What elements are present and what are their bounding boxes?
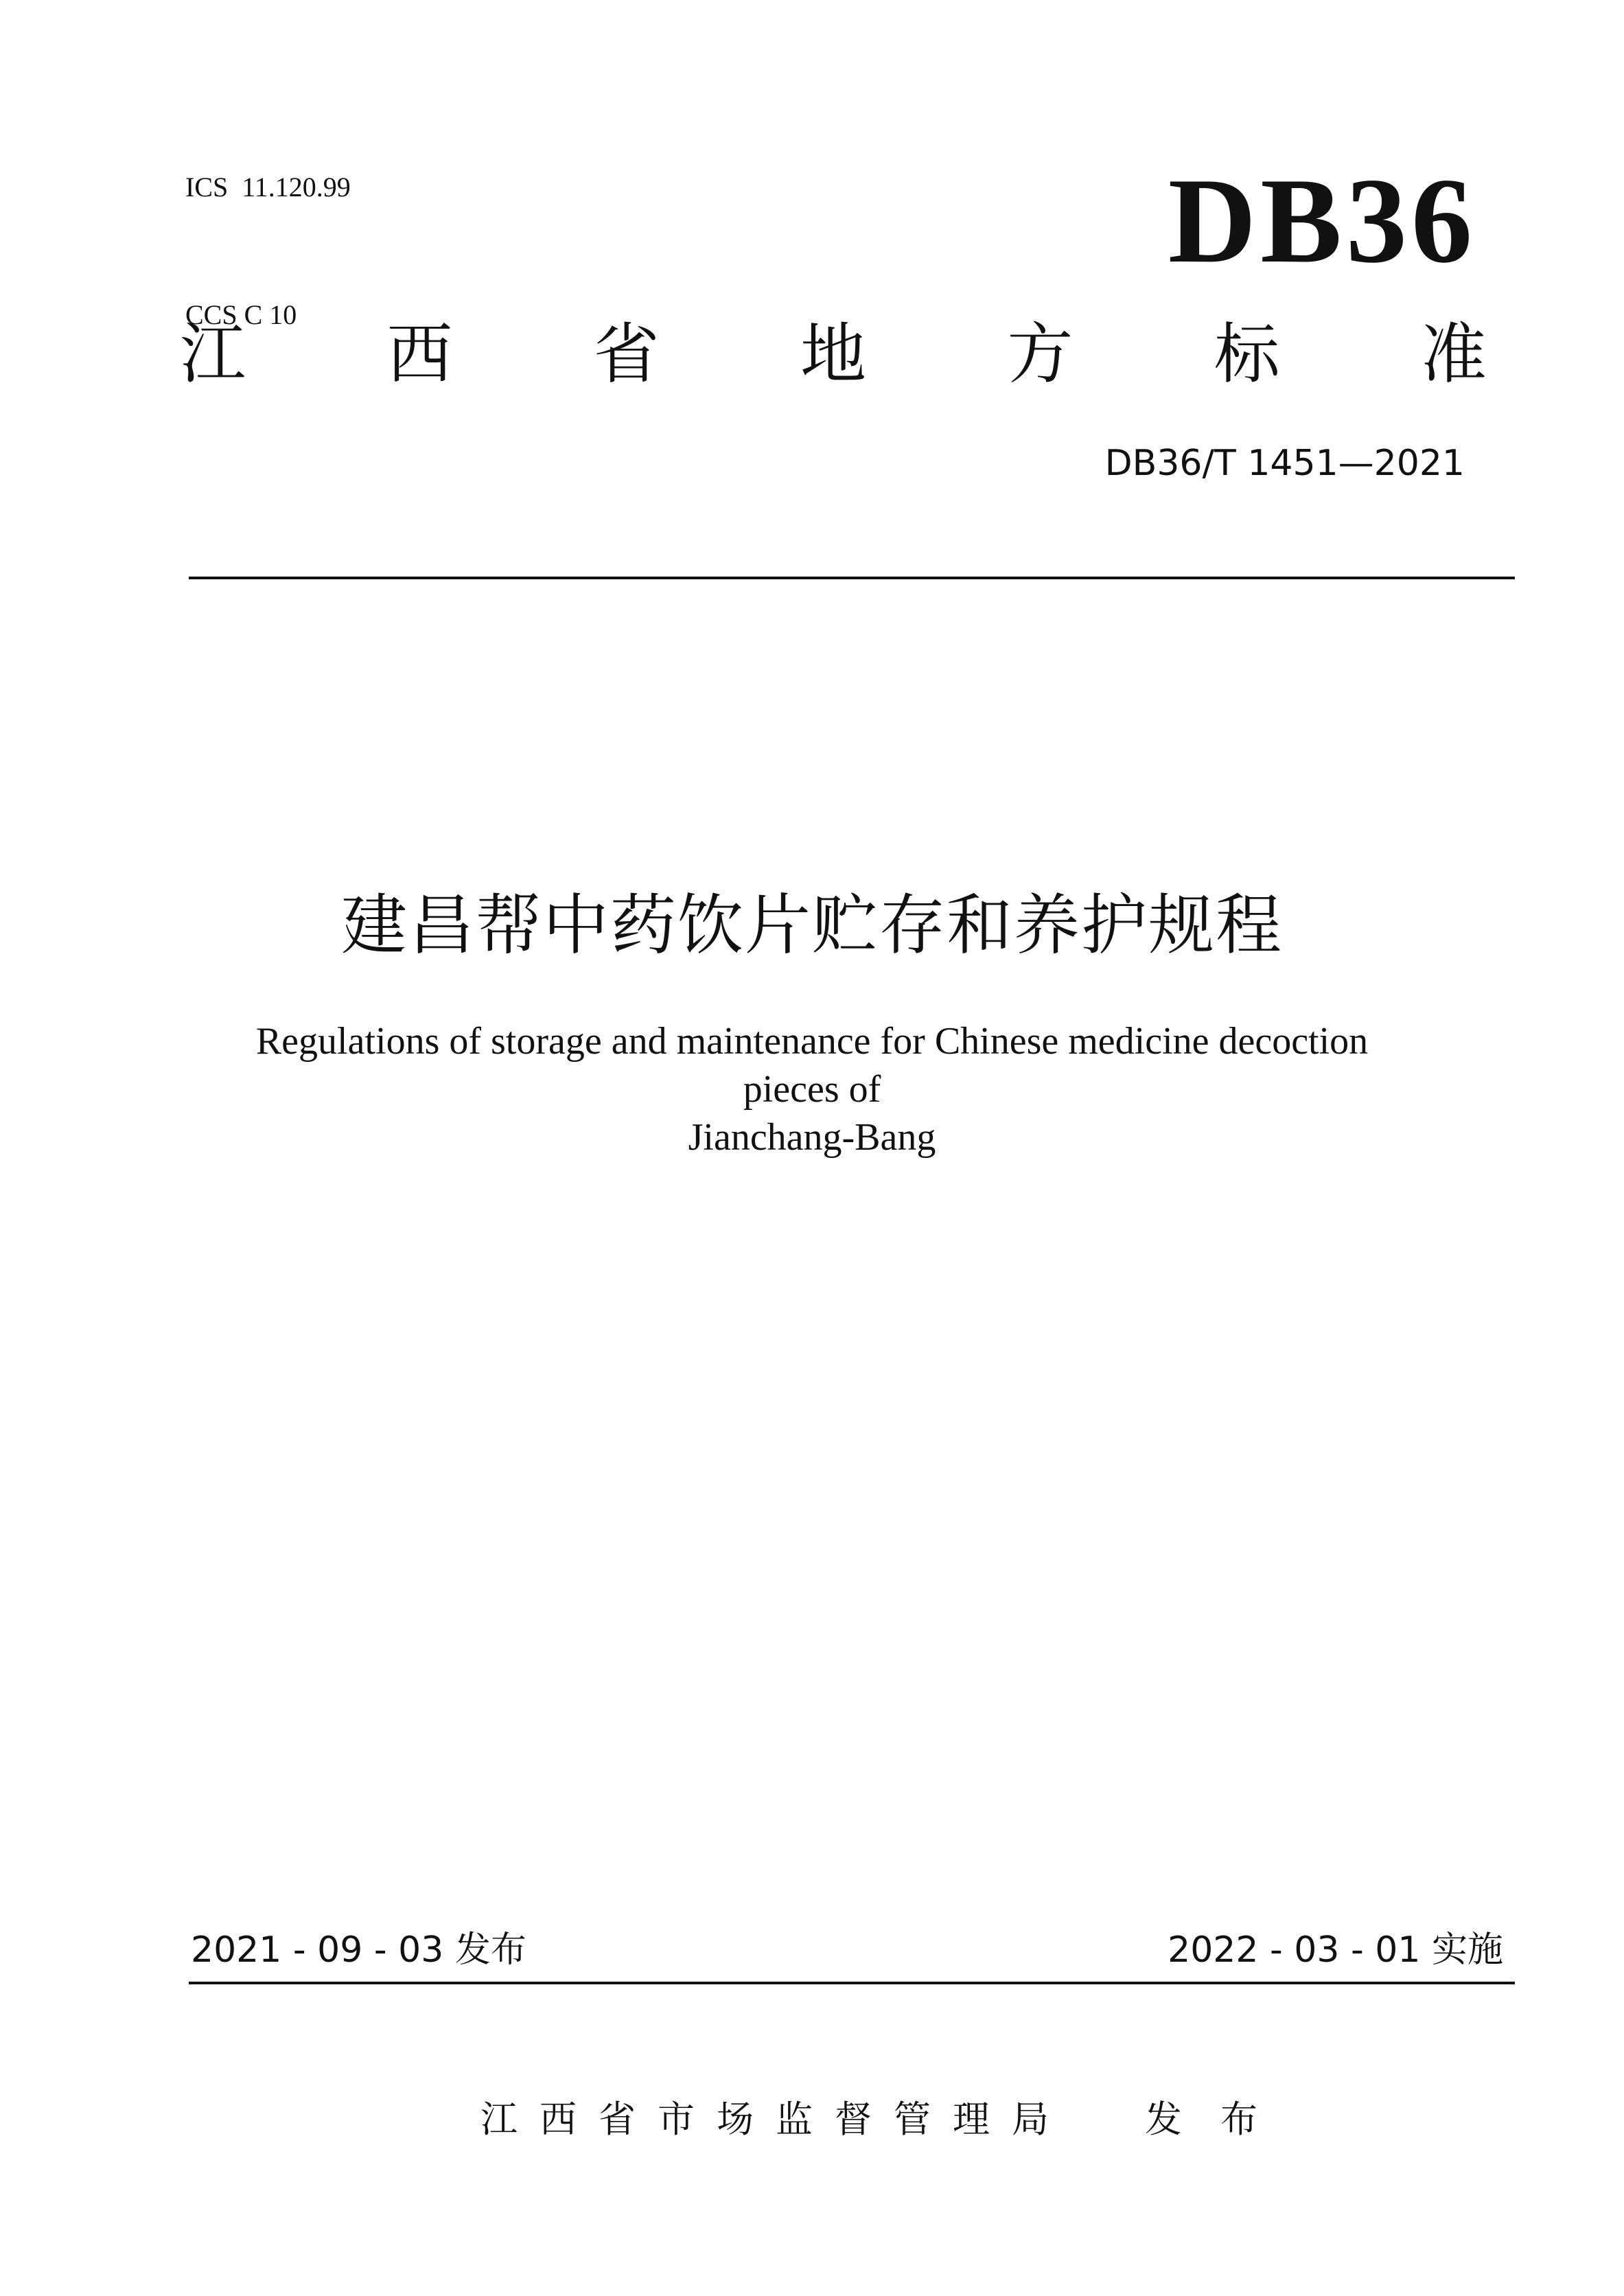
standard-type-char: 西 xyxy=(386,316,453,393)
english-title-line: Regulations of storage and maintenance for Chinese medicine decoction pieces of xyxy=(255,1020,1369,1111)
standard-type-char: 省 xyxy=(593,316,660,393)
implementation-date: 2022 - 03 - 01 实施 xyxy=(1168,1929,1503,1971)
document-title-english xyxy=(206,1017,1418,1161)
ccs-code: CCS C 10 xyxy=(185,299,297,330)
standard-type-char: 准 xyxy=(1420,316,1487,393)
english-title-line: Jianchang-Bang xyxy=(688,1116,936,1159)
standard-type-char: 方 xyxy=(1007,316,1074,393)
standard-type-char: 地 xyxy=(800,316,866,393)
standard-type-char: 江 xyxy=(180,316,246,393)
publish-label: 发布 xyxy=(1145,2098,1296,2141)
header-divider xyxy=(189,577,1515,579)
standard-logo: DB36 xyxy=(1168,152,1476,288)
standard-type-char: 标 xyxy=(1214,316,1280,393)
issue-date: 2021 - 09 - 03 发布 xyxy=(191,1929,526,1971)
publisher-name: 江西省市场监督管理局 xyxy=(480,2098,1071,2141)
ics-code: ICS 11.120.99 xyxy=(185,172,351,202)
standard-number: DB36/T 1451—2021 xyxy=(1104,443,1465,484)
standard-type-heading xyxy=(180,313,1487,395)
document-title-chinese: 建昌帮中药饮片贮存和养护规程 xyxy=(341,887,1283,964)
footer-divider xyxy=(189,1982,1515,1984)
